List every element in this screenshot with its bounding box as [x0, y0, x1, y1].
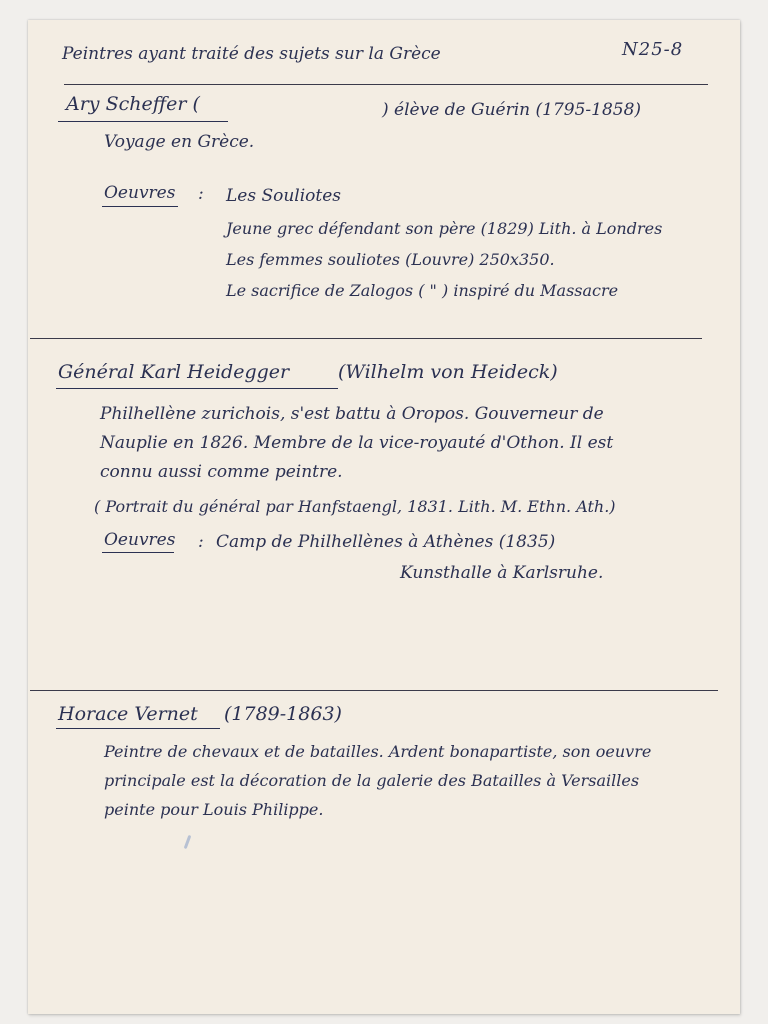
entry-line: Voyage en Grèce.	[104, 132, 255, 152]
work-item: Les Souliotes	[226, 186, 342, 206]
entry-name: Horace Vernet	[58, 703, 198, 725]
oeuvres-underline	[102, 552, 174, 553]
entry-name-underline	[56, 388, 338, 389]
pencil-mark	[184, 835, 192, 849]
work-item: Les femmes souliotes (Louvre) 250x350.	[226, 250, 555, 269]
card-title: Peintres ayant traité des sujets sur la Grèce	[62, 44, 441, 64]
entry-line: Peintre de chevaux et de batailles. Ardent bonapartiste, son oeuvre	[104, 742, 652, 761]
header-rule	[64, 84, 708, 85]
entry-name-underline	[58, 121, 228, 122]
oeuvres-label: Oeuvres	[104, 183, 176, 203]
section-divider	[30, 338, 702, 339]
entry-line: connu aussi comme peintre.	[100, 462, 343, 482]
work-item: Kunsthalle à Karlsruhe.	[400, 563, 604, 583]
entry-name: Général Karl Heidegger	[58, 361, 290, 383]
entry-name-suffix: (Wilhelm von Heideck)	[338, 361, 558, 383]
entry-name-suffix: (1789-1863)	[224, 703, 342, 725]
entry-line: principale est la décoration de la galerie des Batailles à Versailles	[104, 771, 640, 790]
work-item: Camp de Philhellènes à Athènes (1835)	[216, 532, 556, 552]
entry-name-underline	[56, 728, 220, 729]
entry-name: Ary Scheffer (	[66, 93, 200, 115]
oeuvres-colon: :	[198, 184, 204, 204]
work-item: Le sacrifice de Zalogos ( " ) inspiré du Massacre	[226, 281, 619, 300]
entry-line: Philhellène zurichois, s'est battu à Oropos. Gouverneur de	[100, 404, 604, 424]
entry-line: Nauplie en 1826. Membre de la vice-royauté d'Othon. Il est	[100, 433, 614, 453]
oeuvres-underline	[102, 206, 178, 207]
oeuvres-label: Oeuvres	[104, 530, 176, 550]
index-card	[28, 20, 740, 1014]
work-item: Jeune grec défendant son père (1829) Lith. à Londres	[226, 219, 663, 238]
oeuvres-colon: :	[198, 532, 204, 552]
card-reference: N25-8	[622, 39, 684, 60]
section-divider	[30, 690, 718, 691]
entry-line: ( Portrait du général par Hanfstaengl, 1831. Lith. M. Ethn. Ath.)	[94, 497, 616, 516]
entry-name-suffix: ) élève de Guérin (1795-1858)	[382, 100, 642, 120]
entry-line: peinte pour Louis Philippe.	[104, 800, 324, 819]
